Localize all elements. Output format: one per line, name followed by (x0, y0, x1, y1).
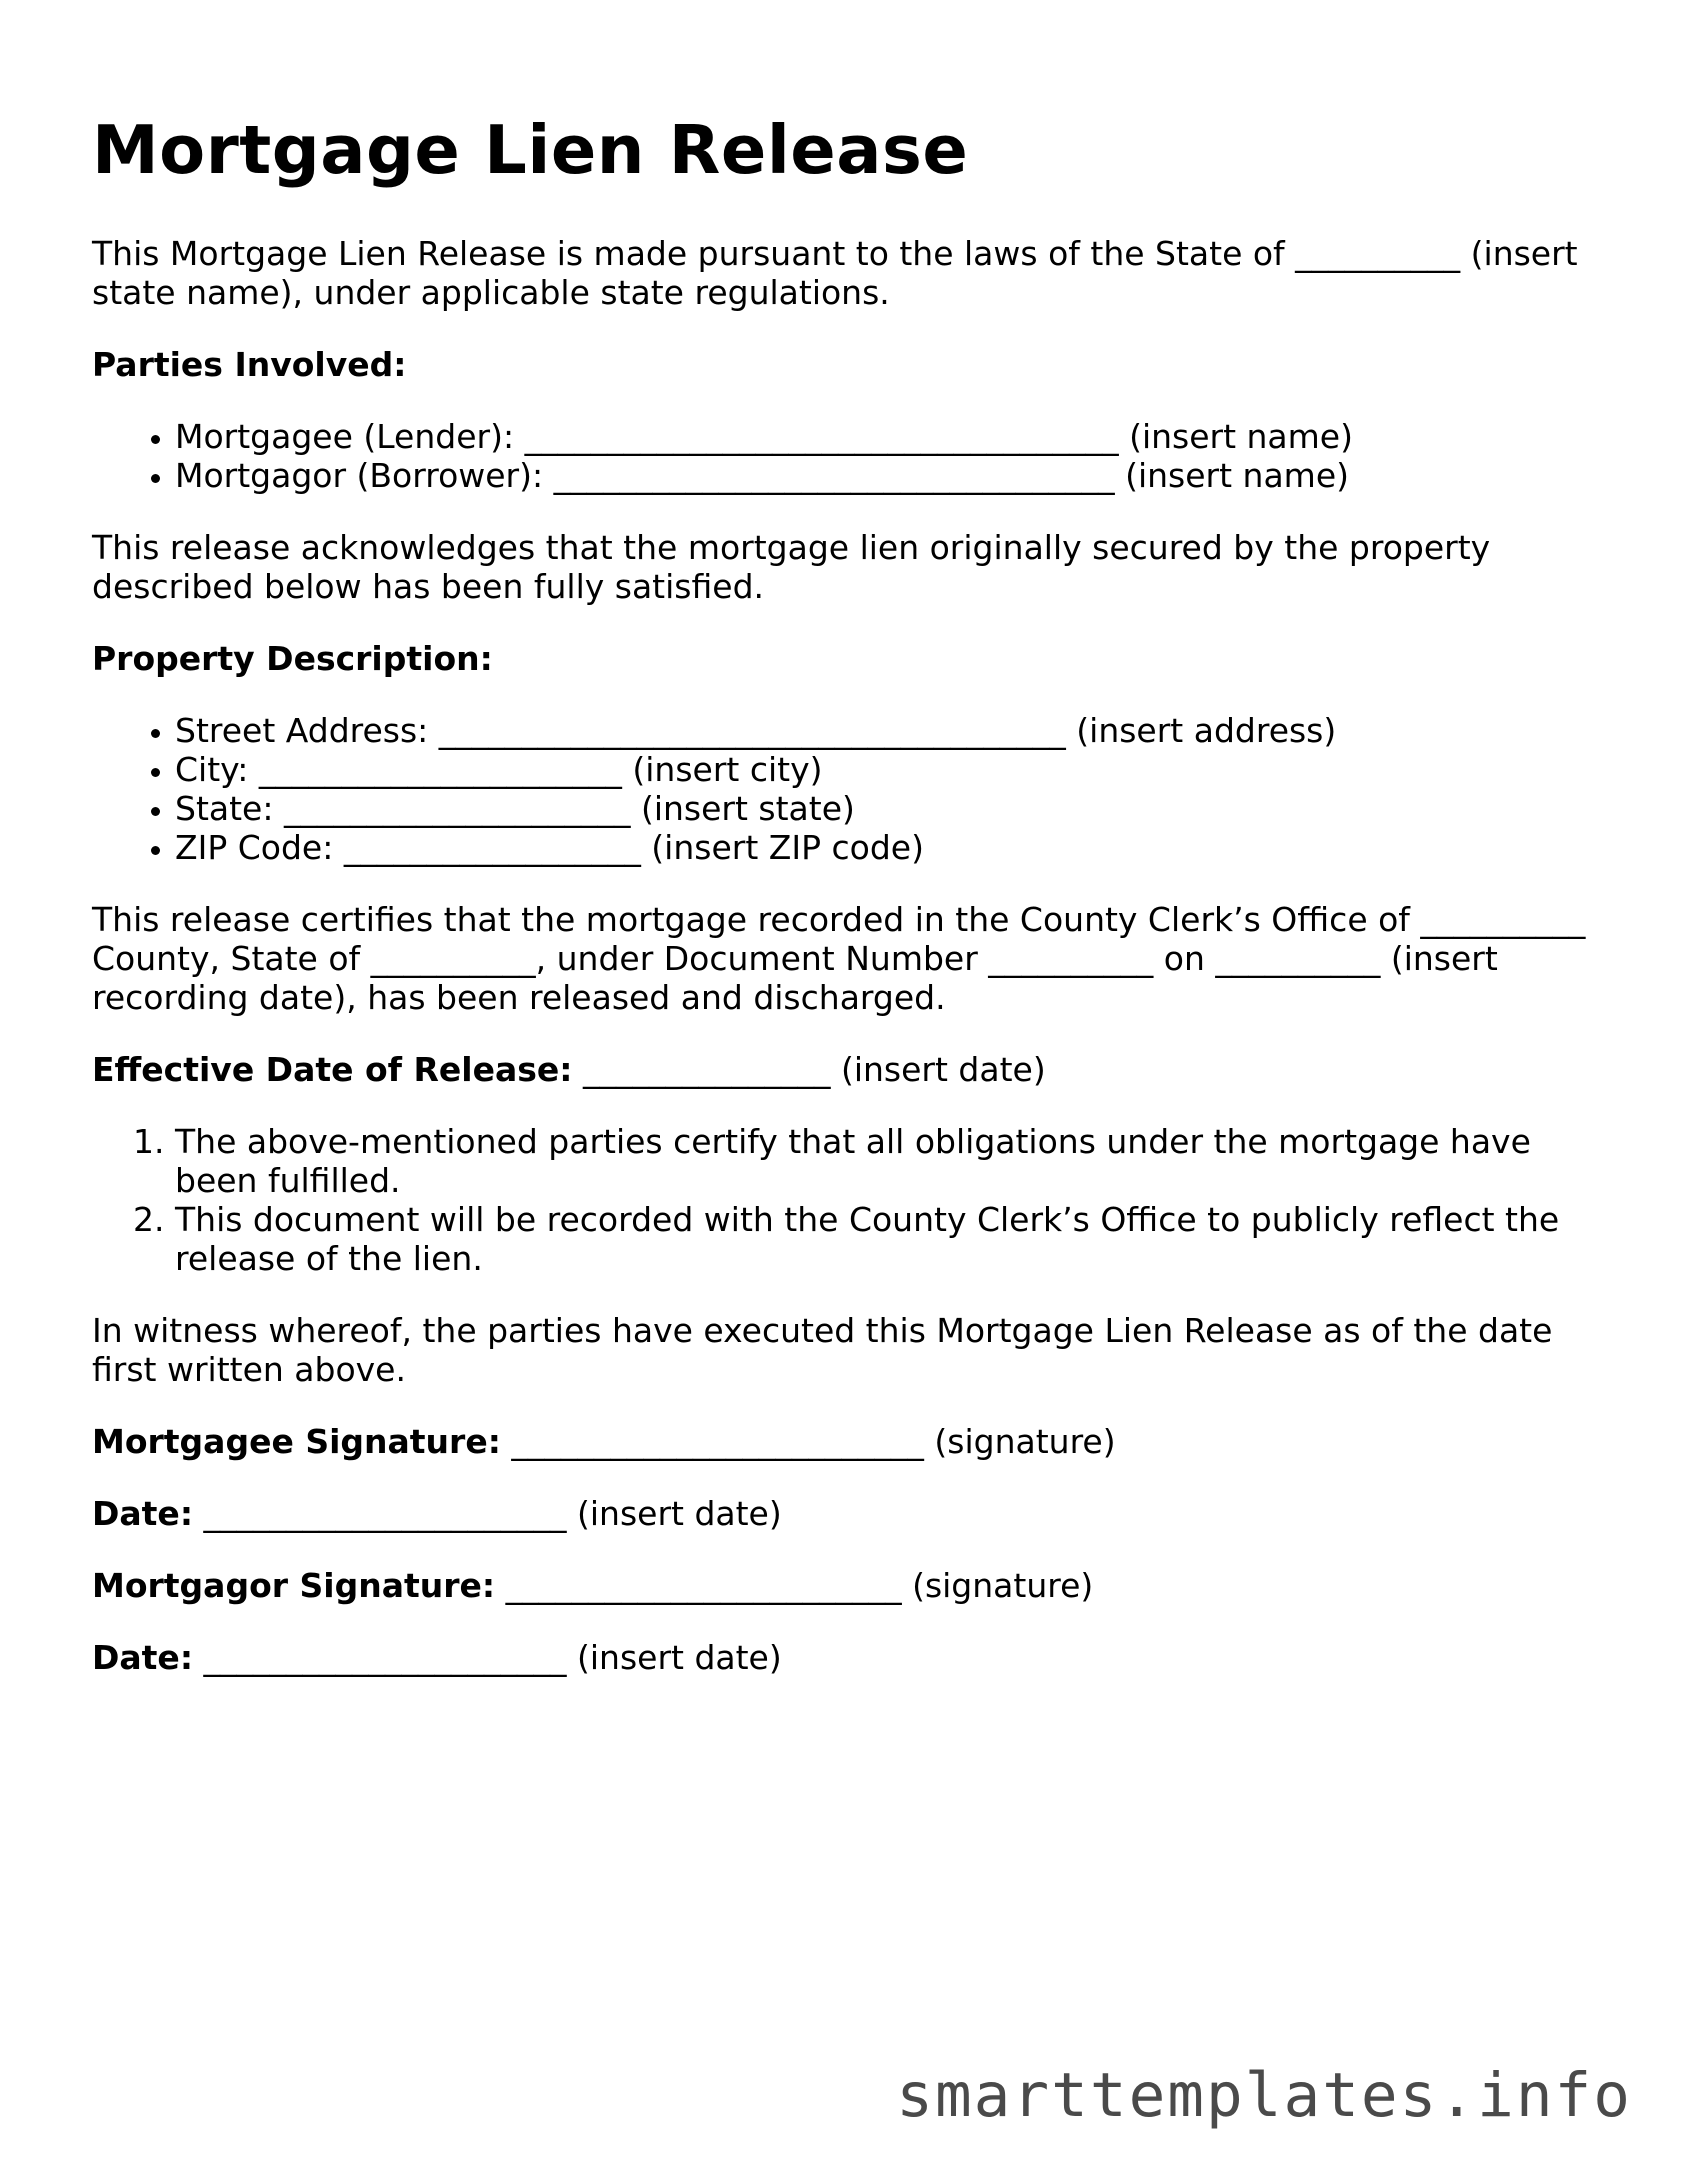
mortgagor-signature-line (92, 1566, 1612, 1605)
mortgagee-date-value: ______________________ (insert date) (193, 1494, 782, 1534)
parties-list (92, 417, 1612, 495)
intro-paragraph: This Mortgage Lien Release is made pursuant to the laws of the State of __________ (insert state name), under applicable state regulations. (92, 234, 1578, 313)
mortgagee-signature-value: _________________________ (signature) (500, 1422, 1116, 1462)
list-item-state: • State: _____________________ (insert state) (175, 789, 1612, 828)
effective-date-line (92, 1050, 1612, 1089)
mortgagee-signature-label: Mortgagee Signature: (92, 1422, 501, 1462)
mortgagee-date-label: Date: (92, 1494, 194, 1534)
property-list (92, 711, 1612, 867)
acknowledgment-paragraph: This release acknowledges that the mortgage lien originally secured by the property described below has been fully satisfied. (92, 528, 1491, 607)
mortgagor-date-label: Date: (92, 1638, 194, 1678)
certification-paragraph: This release certifies that the mortgage recorded in the County Clerk’s Office of __________ County, State of __________, under Document Number __________ on __________ (insert recording date), has been released and discharged. (92, 900, 1586, 1018)
list-item-mortgagor: • Mortgagor (Borrower): __________________________________ (insert name) (175, 456, 1612, 495)
numbered-item-recording: 2. This document will be recorded with the County Clerk’s Office to publicly reflect the release of the lien. (175, 1200, 1612, 1278)
document-title: Mortgage Lien Release (92, 111, 969, 189)
list-item-mortgagee: • Mortgagee (Lender): ____________________________________ (insert name) (175, 417, 1612, 456)
list-item-zip-code: • ZIP Code: __________________ (insert ZIP code) (175, 828, 1612, 867)
witness-paragraph: In witness whereof, the parties have executed this Mortgage Lien Release as of the date first written above. (92, 1311, 1553, 1390)
mortgagor-signature-label: Mortgagor Signature: (92, 1566, 496, 1606)
mortgagee-signature-line (92, 1422, 1612, 1461)
property-heading: Property Description: (92, 639, 493, 679)
parties-heading: Parties Involved: (92, 345, 407, 385)
mortgagee-date-line (92, 1494, 1612, 1533)
numbered-item-obligations: 1. The above-mentioned parties certify that all obligations under the mortgage have been fulfilled. (175, 1122, 1612, 1200)
list-item-city: • City: ______________________ (insert city) (175, 750, 1612, 789)
effective-date-value: _______________ (insert date) (572, 1050, 1046, 1090)
mortgagor-date-line (92, 1638, 1612, 1677)
certification-list (92, 1122, 1612, 1278)
list-item-street-address: • Street Address: ______________________________________ (insert address) (175, 711, 1612, 750)
document-page (92, 110, 1612, 1710)
mortgagor-signature-value: ________________________ (signature) (495, 1566, 1094, 1606)
watermark: smarttemplates.info (896, 2060, 1632, 2131)
effective-date-label: Effective Date of Release: (92, 1050, 573, 1090)
mortgagor-date-value: ______________________ (insert date) (193, 1638, 782, 1678)
